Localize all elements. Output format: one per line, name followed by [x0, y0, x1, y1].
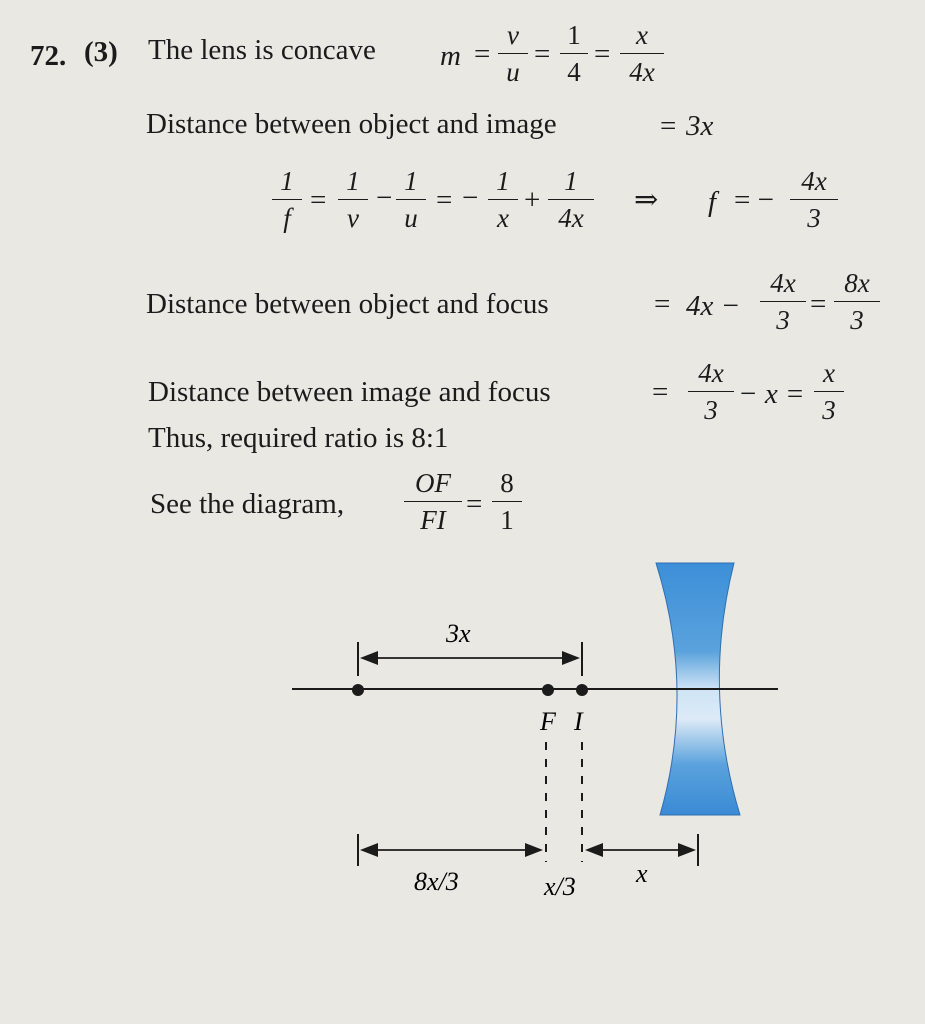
minus-x-equals: − x =: [738, 378, 805, 410]
label-x3: x/3: [544, 872, 576, 901]
fraction-8-over-1: 8 1: [492, 470, 522, 534]
implies-arrow: ⇒: [634, 184, 659, 216]
line7-text: See the diagram,: [150, 488, 345, 520]
label-x: x: [636, 859, 648, 888]
arrowhead-left: [360, 651, 378, 665]
equals-sign: =: [810, 288, 827, 320]
equals-sign: =: [436, 184, 453, 216]
line5-text: Distance between image and focus: [148, 376, 551, 408]
arrowhead-right: [525, 843, 543, 857]
fraction-4x-over-3: 4x 3: [688, 360, 734, 424]
fraction-1-over-4: 1 4: [560, 22, 588, 86]
equals-sign: =: [652, 376, 669, 408]
focal-length-symbol: f: [708, 186, 717, 218]
equals-sign: =: [660, 110, 677, 142]
line4-term: 4x −: [686, 290, 741, 322]
equals-sign: =: [654, 288, 671, 320]
image-point: [576, 684, 588, 696]
line1-text: The lens is concave: [148, 34, 376, 66]
object-point: [352, 684, 364, 696]
equals-minus: = −: [734, 184, 774, 216]
arrowhead-right: [678, 843, 696, 857]
fraction-4x-over-3: 4x 3: [790, 168, 838, 232]
fraction-1-over-u: 1 u: [396, 168, 426, 232]
problem-number: 72.: [30, 40, 67, 72]
fraction-v-over-u: v u: [498, 22, 528, 86]
magnification-symbol: m: [440, 40, 461, 72]
fraction-1-over-f: 1 f: [272, 168, 302, 232]
line4-text: Distance between object and focus: [146, 288, 549, 320]
equals-sign: =: [474, 38, 491, 70]
line2-value: 3x: [686, 110, 714, 142]
fraction-8x-over-3: 8x 3: [834, 270, 880, 334]
label-8x3: 8x/3: [414, 867, 459, 896]
fraction-1-over-x: 1 x: [488, 168, 518, 232]
arrowhead-left: [360, 843, 378, 857]
equals-sign: =: [594, 38, 611, 70]
label-3x: 3x: [446, 619, 471, 648]
fraction-x-over-3: x 3: [814, 360, 844, 424]
plus-sign: +: [524, 184, 541, 216]
fraction-4x-over-3: 4x 3: [760, 270, 806, 334]
fraction-1-over-v: 1 v: [338, 168, 368, 232]
line6-text: Thus, required ratio is 8:1: [148, 422, 449, 454]
fraction-1-over-4x: 1 4x: [548, 168, 594, 232]
minus-sign: −: [462, 182, 479, 214]
answer-option: (3): [84, 36, 118, 68]
equals-sign: =: [310, 184, 327, 216]
arrowhead-right: [562, 651, 580, 665]
line2-text: Distance between object and image: [146, 108, 557, 140]
equals-sign: =: [466, 488, 483, 520]
arrowhead-left: [585, 843, 603, 857]
focus-point: [542, 684, 554, 696]
equals-sign: =: [534, 38, 551, 70]
fraction-x-over-4x: x 4x: [620, 22, 664, 86]
label-I: I: [574, 707, 583, 736]
minus-sign: −: [376, 182, 393, 214]
label-F: F: [540, 707, 556, 736]
fraction-OF-over-FI: OF FI: [404, 470, 462, 534]
